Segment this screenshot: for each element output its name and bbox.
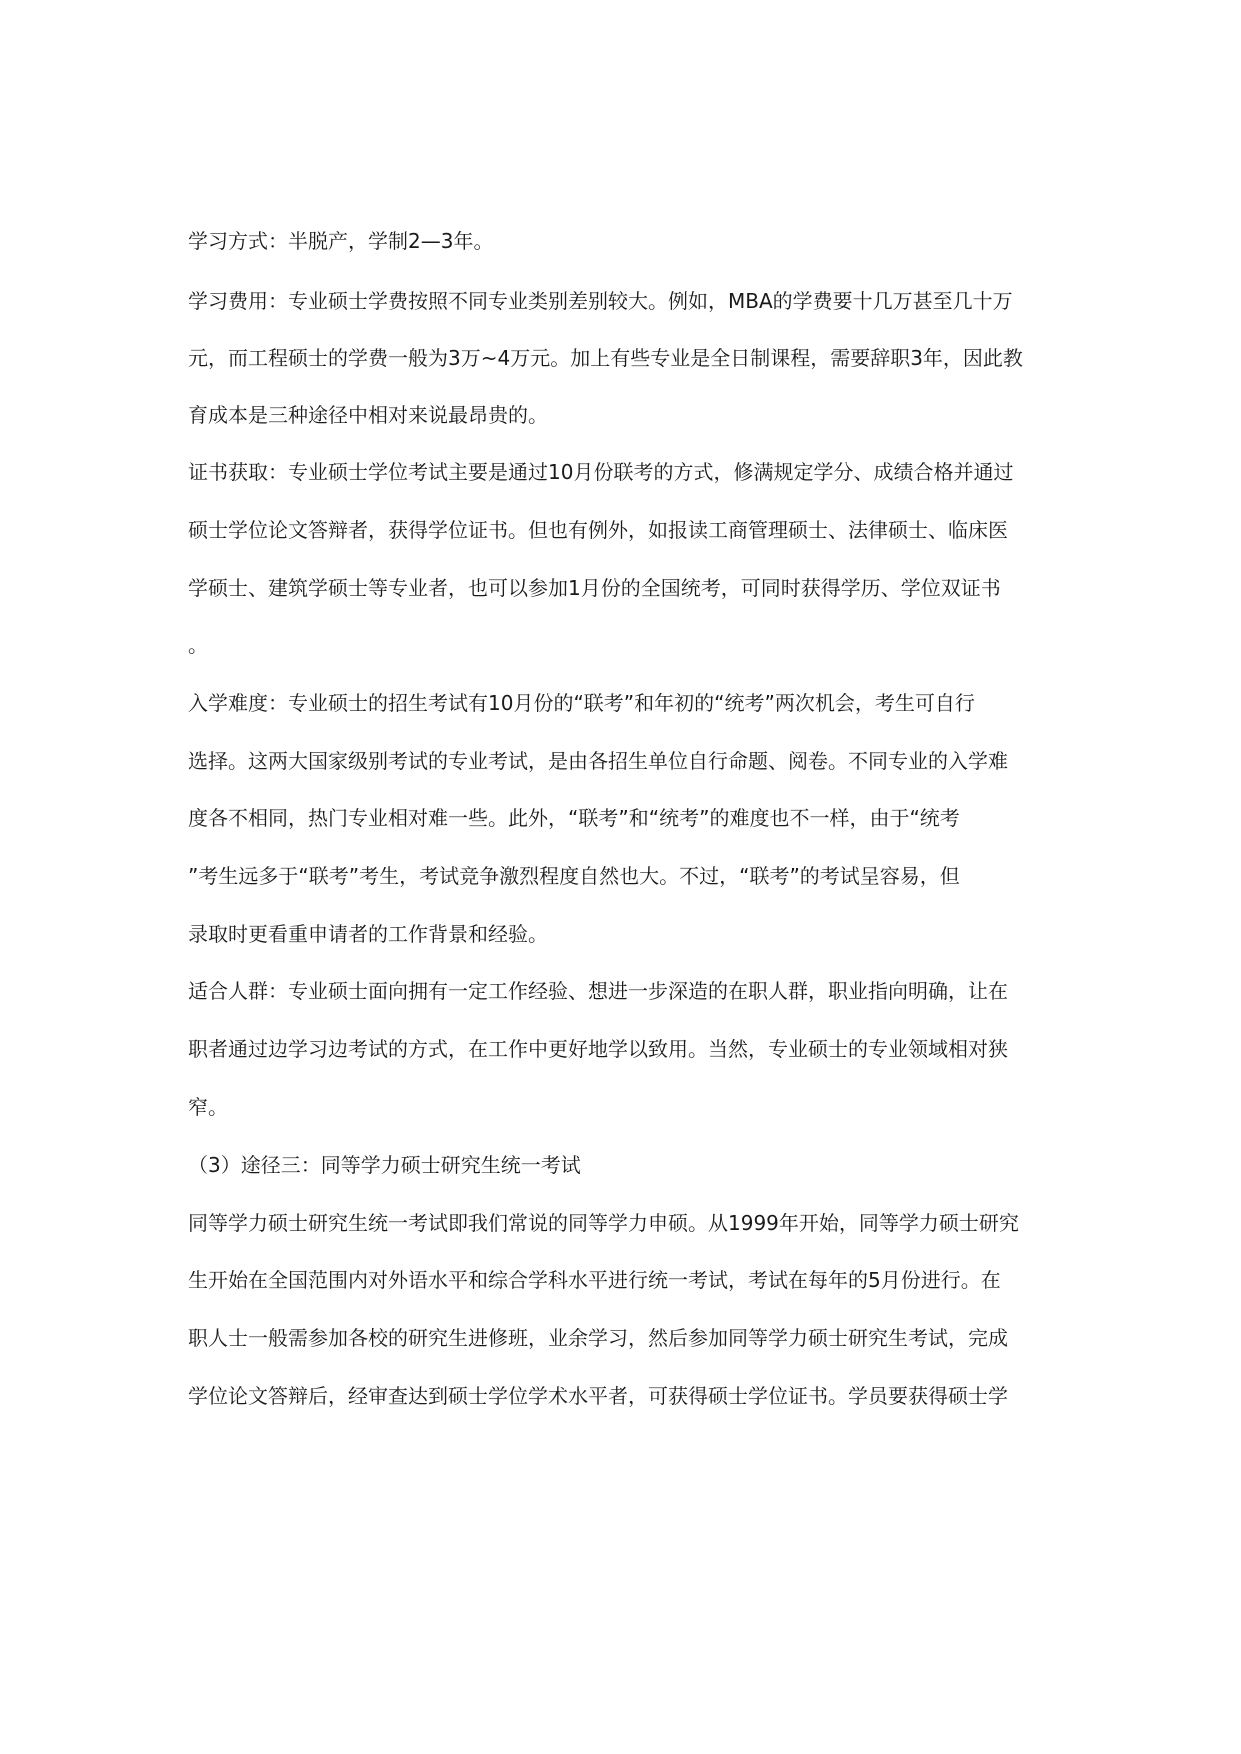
text-line: 学习方式：半脱产，学制2—3年。 (188, 229, 494, 253)
text-line: 职者通过边学习边考试的方式，在工作中更好地学以致用。当然，专业硕士的专业领域相对狭 (188, 1037, 1008, 1061)
text-line: 学硕士、建筑学硕士等专业者，也可以参加1月份的全国统考，可同时获得学历、学位双证书 (188, 576, 1001, 600)
text-line: 学习费用：专业硕士学费按照不同专业类别差别较大。例如，MBA的学费要十几万甚至几十万 (188, 289, 1013, 313)
text-line: ”考生远多于“联考”考生，考试竞争激烈程度自然也大。不过，“联考”的考试呈容易，但 (188, 864, 960, 888)
text-line: 元，而工程硕士的学费一般为3万~4万元。加上有些专业是全日制课程，需要辞职3年，因此教 (188, 346, 1023, 370)
text-line: 同等学力硕士研究生统一考试即我们常说的同等学力申硕。从1999年开始，同等学力硕士研究 (188, 1211, 1019, 1235)
text-line: 适合人群：专业硕士面向拥有一定工作经验、想进一步深造的在职人群，职业指向明确，让在 (188, 979, 1008, 1003)
section-heading: （3）途径三：同等学力硕士研究生统一考试 (188, 1153, 581, 1177)
text-line: 职人士一般需参加各校的研究生进修班，业余学习，然后参加同等学力硕士研究生考试，完成 (188, 1326, 1008, 1350)
text-line: 硕士学位论文答辩者，获得学位证书。但也有例外，如报读工商管理硕士、法律硕士、临床医 (188, 518, 1008, 542)
text-line: 选择。这两大国家级别考试的专业考试，是由各招生单位自行命题、阅卷。不同专业的入学难 (188, 749, 1008, 773)
text-line: 育成本是三种途径中相对来说最昂贵的。 (188, 403, 548, 427)
text-line: 证书获取：专业硕士学位考试主要是通过10月份联考的方式，修满规定学分、成绩合格并通过 (188, 460, 1014, 484)
text-line: 录取时更看重申请者的工作背景和经验。 (188, 922, 548, 946)
text-line: 生开始在全国范围内对外语水平和综合学科水平进行统一考试，考试在每年的5月份进行。在 (188, 1268, 1001, 1292)
text-line: 窄。 (188, 1095, 228, 1119)
text-line: 学位论文答辩后，经审查达到硕士学位学术水平者，可获得硕士学位证书。学员要获得硕士学 (188, 1384, 1008, 1408)
text-line: 。 (188, 633, 208, 657)
text-line: 入学难度：专业硕士的招生考试有10月份的“联考”和年初的“统考”两次机会，考生可自行 (188, 691, 975, 715)
text-line: 度各不相同，热门专业相对难一些。此外，“联考”和“统考”的难度也不一样，由于“统考 (188, 806, 960, 830)
